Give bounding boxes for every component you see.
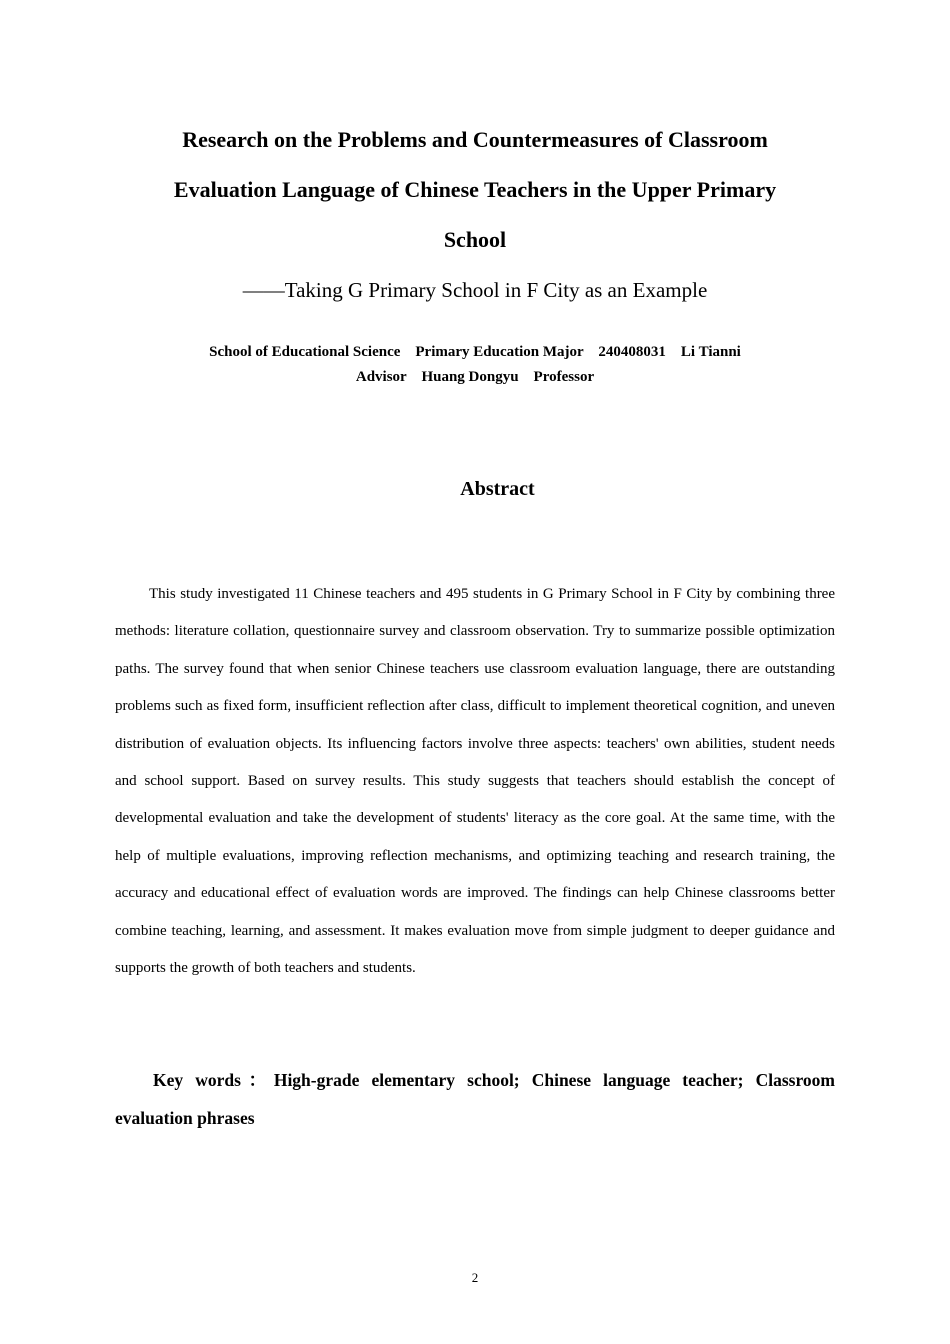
- paper-title: [115, 115, 835, 265]
- title-line-1: Research on the Problems and Countermeasures of Classroom: [182, 127, 768, 152]
- abstract-body: This study investigated 11 Chinese teachers and 495 students in G Primary School in F City by combining three methods: literature collation, questionnaire survey and classroom observation. Try to summarize possible optimization paths. The survey found that when senior Chinese teachers use classroom evaluation language, there are outstanding problems such as fixed form, insufficient reflection after class, difficult to implement theoretical cognition, and uneven distribution of evaluation objects. Its influencing factors involve three aspects: teachers' own abilities, student needs and school support. Based on survey results. This study suggests that teachers should establish the concept of developmental evaluation and take the development of students' literacy as the core goal. At the same time, with the help of multiple evaluations, improving reflection mechanisms, and optimizing teaching and research training, the accuracy and educational effect of evaluation words are improved. The findings can help Chinese classrooms better combine teaching, learning, and assessment. It makes evaluation move from simple judgment to deeper guidance and supports the growth of both teachers and students.: [115, 586, 835, 977]
- paper-subtitle: ——Taking G Primary School in F City as an Example: [242, 278, 708, 302]
- page-number: 2: [471, 1270, 479, 1285]
- abstract-heading: Abstract: [460, 478, 535, 500]
- title-line-2: Evaluation Language of Chinese Teachers in the Upper Primary: [173, 177, 777, 202]
- keywords: Key words：High-grade elementary school; Chinese language teacher; Classroom evaluation phrases: [115, 1070, 835, 1128]
- advisor-line: Advisor Huang Dongyu Professor: [355, 369, 595, 385]
- author-affiliation-line: School of Educational Science Primary Education Major 240408031 Li Tianni: [209, 344, 741, 360]
- title-line-3: School: [443, 227, 507, 252]
